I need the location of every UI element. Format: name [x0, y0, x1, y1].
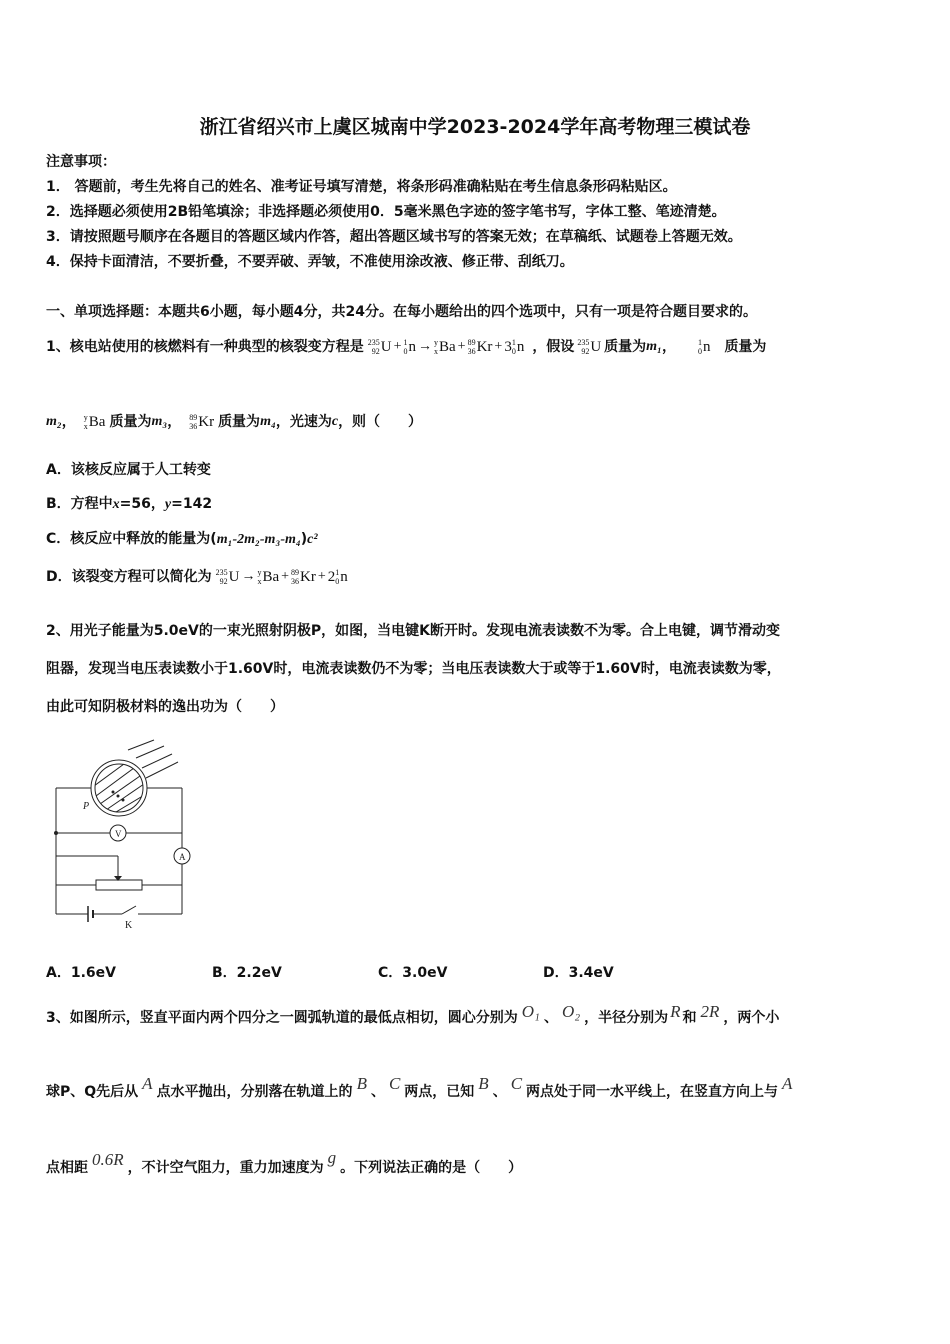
q1-text: ， — [167, 414, 182, 430]
q1-option-a: A．该核反应属于人工转变 — [46, 462, 211, 478]
nuclide-ba: y x Ba — [434, 338, 456, 356]
q1-option-c: C．核反应中释放的能量为(m₁-2m₂-m₃-m₄)c² — [46, 531, 318, 547]
notice-item: 1． 答题前，考生先将自己的姓名、准考证号填写清楚，将条形码准确粘贴在考生信息条形码粘贴区。 — [46, 179, 677, 195]
nuclide-3-neutrons: 3 1 0 n — [504, 338, 525, 356]
radius-r: R — [670, 1002, 681, 1021]
q1-stem-text: ， — [661, 339, 676, 355]
point-c-ref: C — [510, 1074, 523, 1093]
label-v: V — [115, 829, 122, 839]
mass-m3: m₃ — [151, 414, 168, 429]
question-2-stem-line3: 由此可知阴极材料的逸出功为（ ） — [46, 699, 284, 715]
light-speed-c: c — [331, 414, 339, 429]
fission-equation: 235 92 U + 1 0 n → y x Ba + 89 36 Kr + 3 1 0 n — [367, 338, 525, 356]
question-1-stem — [46, 330, 766, 364]
q1-option-b: B．方程中x=56，y=142 — [46, 496, 213, 512]
height-0-6r: 0.6R — [92, 1150, 124, 1169]
nuclide-u235: 235 92 U — [367, 338, 392, 356]
q1-stem-text: 质量为 — [724, 339, 767, 355]
q1-stem-text: 1、核电站使用的核燃料有一种典型的核裂变方程是 — [46, 339, 364, 355]
q1-option-d: D．该裂变方程可以简化为 235 92 U → y x Ba + 89 36 Kr + 2 1 0 n — [46, 568, 348, 586]
q2-option-d: D．3.4eV — [543, 965, 614, 981]
center-o2: O₂ — [561, 1002, 581, 1021]
notice-item: 2．选择题必须使用2B铅笔填涂；非选择题必须使用0．5毫米黑色字迹的签字笔书写，字体工整、笔迹清楚。 — [46, 204, 726, 220]
notice-item: 3．请按照题号顺序在各题目的答题区域内作答，超出答题区域书写的答案无效；在草稿纸、试题卷上答题无效。 — [46, 229, 742, 245]
question-2-stem: 2、用光子能量为5.0eV的一束光照射阴极P，如图，当电键K断开时。发现电流表读数不为零。合上电键，调节滑动变 — [46, 623, 780, 639]
nuclide-neutron-ref: 1 0 n — [697, 338, 711, 356]
q1-text: 质量为 — [218, 414, 261, 430]
notice-heading: 注意事项： — [46, 154, 116, 170]
gravity-g: g — [327, 1148, 337, 1167]
q1-stem-text: ，假设 — [532, 339, 575, 355]
radius-2r: 2R — [700, 1002, 720, 1021]
q1-text: ，则（ ） — [338, 414, 423, 430]
q1-text: 质量为 — [109, 414, 152, 430]
notice-item: 4．保持卡面清洁，不要折叠，不要弄破、弄皱，不准使用涂改液、修正带、刮纸刀。 — [46, 254, 574, 270]
switch-k — [122, 906, 136, 914]
point-a: A — [142, 1074, 153, 1093]
q1-stem-text: 质量为 — [604, 339, 647, 355]
point-b-ref: B — [478, 1074, 489, 1093]
nuclide-ba-ref: y x Ba — [83, 413, 106, 431]
q1-text: ，光速为 — [275, 414, 332, 430]
label-p: P — [83, 801, 90, 812]
question-3-stem-line2: 球P、Q先后从 A 点水平抛出，分别落在轨道上的 B 、 C 两点，已知 B 、 C 两点处于同一水平线上，在竖直方向上与 A — [46, 1074, 793, 1100]
question-1-stem-line2 — [46, 404, 422, 440]
question-3-stem-line3: 点相距 0.6R ，不计空气阻力，重力加速度为 g 。下列说法正确的是（ ） — [46, 1148, 523, 1176]
point-b: B — [356, 1074, 367, 1093]
mass-m2: m₂ — [46, 414, 62, 429]
photoelectric-circuit-figure — [44, 736, 204, 932]
page-title: 浙江省绍兴市上虞区城南中学2023-2024学年高考物理三模试卷 — [199, 116, 751, 138]
section-heading: 一、单项选择题：本题共6小题，每小题4分，共24分。在每小题给出的四个选项中，只有一项是符合题目要求的。 — [46, 304, 757, 320]
nuclide-kr-ref: 89 36 Kr — [189, 413, 215, 431]
center-o1: O₁ — [521, 1002, 540, 1021]
q2-option-a: A．1.6eV — [46, 965, 116, 981]
rheostat-symbol — [96, 880, 142, 890]
label-a: A — [179, 852, 186, 862]
label-k: K — [125, 920, 133, 931]
mass-m4: m₄ — [260, 414, 276, 429]
point-a-ref: A — [782, 1074, 793, 1093]
question-2-stem-line2: 阻器，发现当电压表读数小于1.60V时，电流表读数仍不为零；当电压表读数大于或等于1.60V时，电流表读数为零， — [46, 661, 781, 677]
point-c: C — [388, 1074, 401, 1093]
simplified-equation: 235 92 U → y x Ba + 89 36 Kr + 2 1 0 n — [215, 568, 348, 586]
q2-option-c: C．3.0eV — [378, 965, 448, 981]
nuclide-neutron: 1 0 n — [403, 338, 416, 356]
mass-m1: m₁ — [646, 339, 662, 354]
q1-text: ， — [61, 414, 76, 430]
nuclide-u235-ref: 235 92 U — [577, 338, 602, 356]
q2-option-b: B．2.2eV — [212, 965, 282, 981]
nuclide-kr: 89 36 Kr — [467, 338, 493, 356]
question-3-stem: 3、如图所示，竖直平面内两个四分之一圆弧轨道的最低点相切，圆心分别为 O₁ 、 O₂ ，半径分别为 R 和 2R ，两个小 — [46, 1002, 780, 1026]
